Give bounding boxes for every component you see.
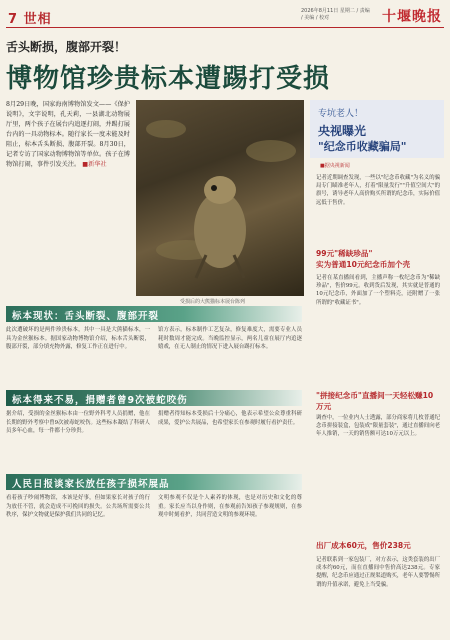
sidebar-text: 调查中，一位业内人士透露，部分商家将几枚普通纪念币拼接装盒，包装成"限量套装"，通过直播间向老年人推销，一天的销售额可达10万元以上。 [316, 415, 440, 438]
masthead: 十堰晚报 [382, 9, 442, 25]
sidebar-tag: 专坑老人！ [318, 109, 364, 119]
sidebar-subhead: 出厂成本60元，售价238元 [316, 541, 411, 550]
kicker: 舌头断损，腹部开裂！ [6, 40, 127, 54]
lead-text: 8月29日晚，国家海南博物馆发文——《保护说明》，文字说明，孔天莉，一县湖北动物展厅里，两个孩子在展台内追逐打闹，并踢打展台内的一具动物标本。随行家长一度未能及时阻止，标本舌头断损、腹部开裂。8月30日，记者专访了国家动物博物馆等单位。孩子在博物馆打闹，事件引发关注。 [6, 101, 130, 168]
photo-caption: 受损后的大熊猫标本展台陈列 [180, 299, 246, 305]
sidebar-text: 记者联系到一家包装厂，对方表示，这类套装的出厂成本约60元，而在直播间中售价高达238元。专家提醒，纪念币应通过正规渠道购买，老年人要警惕所谓的升值承诺，避免上当受骗。 [316, 557, 440, 588]
sidebar-text: 记者在某直播间看到，主播声称一枚纪念币为"稀缺珍品"，售价99元。收到货后发现，其实就是普通的10元纪念币，外面加了一个塑料壳，还附赠了一张所谓的"收藏证书"。 [316, 275, 440, 306]
text-column: 文明参观不仅是个人素养的体现，也是对历史和文化的尊重。家长应当以身作则，在参观前告知孩子参观规则，在参观中时刻看护，共同营造文明的参观环境。 [158, 495, 302, 519]
specimen-photo [136, 100, 304, 296]
section-status-body [6, 326, 302, 382]
text-column: 捐赠者得知标本受损后十分痛心，他表示希望公众尊重科研成果，爱护公共展品，也希望家长在参观时履行看护责任。 [158, 411, 302, 426]
lead-paragraph [6, 100, 130, 170]
text-column: 据介绍，受损的金丝猴标本由一位野外科考人员捐赠，他在长期的野外考察中曾9次被毒蛇咬伤。这些标本凝结了科研人员多年心血，每一件都十分珍贵。 [6, 411, 150, 435]
sidebar-subtitle: "纪念币收藏骗局" [318, 140, 407, 153]
photo-leaf [146, 120, 186, 138]
section-donor-body [6, 410, 302, 466]
section-title: 7 世相 [8, 12, 52, 27]
sidebar-intro: 记者近期调查发现，一些以"纪念币收藏"为名义的骗局专门瞄准老年人，打着"限量发行""升值空间大"的旗号，诱导老年人高价购买所谓的纪念币，实际价值远低于售价。 [316, 175, 440, 206]
text-column: 看着孩子吵闹博物馆，本该是好事，但如果家长对孩子的行为放任不管，就会造成不可挽回的损失。公共场所需要公共秩序，保护文物就是保护我们共同的记忆。 [6, 495, 150, 519]
sidebar-byline: ■据央视新闻 [320, 163, 350, 169]
sidebar-subhead: 99元"稀缺珍品" 实为普通10元纪念币加个壳 [316, 249, 411, 269]
sidebar-subhead: "拼接纪念币"直播间一天轻松赚10万元 [316, 391, 434, 411]
subhead-status: 标本现状：舌头断裂、腹部开裂 [6, 306, 302, 322]
text-column: 馆方表示，标本制作工艺复杂，修复难度大，需要专业人员耗时数周才能完成。当晚监控显示，两名儿童在展厅内追逐嬉戏，在无人制止的情况下进入展台踢打标本。 [158, 327, 302, 351]
section-commentary-body [6, 494, 302, 630]
sidebar-header [310, 100, 444, 158]
photo-leaf [246, 140, 296, 162]
text-column: 此次遭破坏的是两件珍贵标本，其中一具是大熊猫标本，一具为金丝猴标本。据国家动物博物馆介绍，标本舌头断裂，腹部开裂，部分填充物外露，修复工作正在进行中。 [6, 327, 150, 351]
subhead-commentary: 人民日报谈家长放任孩子损坏展品 [6, 474, 302, 490]
headline: 博物馆珍贵标本遭踢打受损 [6, 64, 331, 94]
lead-source: ■新华社 [82, 161, 107, 168]
subhead-donor: 标本得来不易，捐赠者曾9次被蛇咬伤 [6, 390, 302, 406]
issue-date: 2026年8月11日 星期二 / 责编 / 美编 / 校对 [301, 8, 370, 21]
page-header [6, 6, 444, 28]
sidebar-title: 央视曝光 [318, 124, 367, 138]
sidebar-article [310, 100, 444, 634]
specimen-figure [176, 160, 264, 280]
